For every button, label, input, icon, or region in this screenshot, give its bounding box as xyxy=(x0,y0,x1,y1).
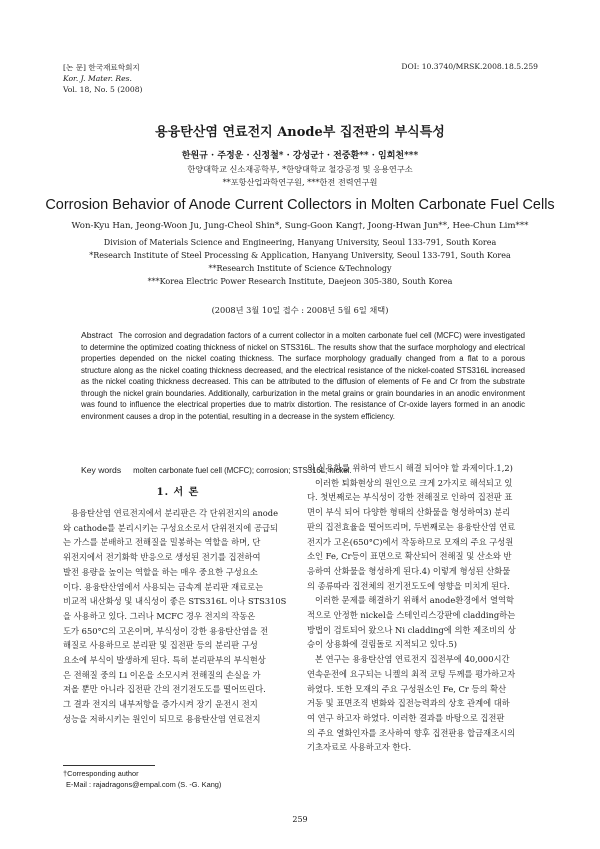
journal-name-en: Kor. J. Mater. Res. xyxy=(63,74,132,83)
body-line: 이다. 용융탄산염에서 사용되는 금속계 분리판 재료로는 xyxy=(63,581,264,592)
body-line: 소인 Fe, Cr등이 표면으로 확산되어 전해질 및 산소와 반 xyxy=(307,551,512,562)
affiliation-english-4: ***Korea Electric Power Research Institute, Daejeon 305-380, South Korea xyxy=(147,277,453,286)
title-english: Corrosion Behavior of Anode Current Collectors in Molten Carbonate Fuel Cells xyxy=(45,197,555,213)
affiliation-english-2: *Research Institute of Steel Processing & Application, Hanyang University, Seoul 133-791, South Korea xyxy=(89,251,511,260)
abstract xyxy=(81,330,525,422)
footnote xyxy=(63,768,221,790)
affiliation-korean-2: **포항산업과학연구원, ***한전 전력연구원 xyxy=(222,177,378,187)
body-line: 는 가스를 분배하고 전해질을 밀봉하는 역할을 하며, 단 xyxy=(63,537,261,548)
body-line: 비교적 내산화성 및 내식성이 좋은 STS316L 이나 STS310S xyxy=(63,596,287,607)
right-column xyxy=(307,461,537,755)
body-line: 의 종류따라 집전체의 전기전도도에 영향을 미치게 된다. xyxy=(307,580,510,591)
footnote-email: E-Mail : rajadragons@empal.com (S. -G. Kang) xyxy=(66,780,222,789)
authors-korean: 한원규 · 주정운 · 신정철* · 강성군† · 전중환** · 임희천*** xyxy=(181,151,419,161)
journal-name-ko: [논 문] 한국재료학회지 xyxy=(63,63,140,72)
body-line: 이러한 퇴화현상의 원인으로 크게 2가지로 해석되고 있 xyxy=(315,477,513,488)
affiliation-english-3: **Research Institute of Science &Technology xyxy=(208,264,392,273)
body-line: 위전지에서 전기화학 반응으로 생성된 전기를 집전하여 xyxy=(63,552,261,563)
left-column xyxy=(63,506,293,727)
body-line: 발전 용량을 높이는 역할을 하는 매우 중요한 구성요소 xyxy=(63,566,258,577)
body-line: 승이 상용화에 걸림돌로 지적되고 있다.5) xyxy=(307,639,457,650)
title-korean: 용융탄산염 연료전지 Anode부 집전판의 부식특성 xyxy=(155,125,445,140)
body-line: 의 실용화를 위하여 반드시 해결 되어야 할 과제이다.1,2) xyxy=(307,463,513,473)
body-line: 와 cathode를 분리시키는 구성요소로서 단위전지에 공급되 xyxy=(63,522,278,533)
body-line: 연속운전에 요구되는 니켈의 최적 코팅 두께를 평가하고자 xyxy=(307,668,516,679)
body-line: 의 주요 열화인자를 조사하여 향후 집전판용 합금재조시의 xyxy=(307,727,516,738)
body-line: 용융탄산염 연료전지에서 분리판은 각 단위전지의 anode xyxy=(71,508,279,518)
body-line: 이러한 문제를 해결하기 위해서 anode환경에서 열역학 xyxy=(315,595,514,606)
body-line: 기초자료로 사용하고자 한다. xyxy=(307,742,412,753)
body-line: 하였다. 또한 모재의 주요 구성원소인 Fe, Cr 등의 확산 xyxy=(307,683,507,694)
body-line: 본 연구는 용융탄산염 연료전지 집전부에 40,000시간 xyxy=(315,654,510,665)
doi: DOI: 10.3740/MRSK.2008.18.5.259 xyxy=(401,62,538,71)
keywords-label: Key words xyxy=(81,465,122,475)
footnote-divider xyxy=(63,765,155,766)
journal-volume: Vol. 18, No. 5 (2008) xyxy=(63,85,143,94)
body-line: 면이 부식 되어 다양한 형태의 산화물을 형성하여3) 분리 xyxy=(307,507,511,518)
received-dates: (2008년 3월 10일 접수 : 2008년 5월 6일 채택) xyxy=(211,305,389,315)
body-line: 요소에 부식이 발생하게 된다. 특히 분리판부의 부식현상 xyxy=(63,655,266,666)
body-line: 응하여 산화물을 형성하게 된다.4) 이렇게 형성된 산화물 xyxy=(307,565,511,576)
body-line: 적으로 안정한 nickel을 스테인리스강판에 cladding하는 xyxy=(307,610,516,621)
section-heading-introduction: 1. 서 론 xyxy=(156,487,200,498)
body-line: 거동 및 표면조직 변화와 집전능력과의 상호 관계에 대하 xyxy=(307,698,510,709)
body-line: 져올 뿐만 아니라 집전판 간의 전기전도도를 떨어뜨린다. xyxy=(63,684,266,695)
body-line: 판의 집전효율을 떨어뜨리며, 두번째로는 용융탄산염 연료 xyxy=(307,521,516,532)
affiliation-english-1: Division of Materials Science and Engineering, Hanyang University, Seoul 133-791, South Korea xyxy=(103,238,497,247)
affiliation-korean-1: 한양대학교 신소재공학부, *한양대학교 철강공정 및 응용연구소 xyxy=(187,164,413,174)
body-line: 도가 650°C의 고온이며, 부식성이 강한 용융탄산염을 전 xyxy=(63,625,269,636)
body-line: 여 연구 하고자 하였다. 이러한 결과를 바탕으로 집전판 xyxy=(307,712,505,723)
body-line: 성능을 저하시키는 원인이 되므로 용융탄산염 연료전지 xyxy=(63,713,261,724)
body-line: 그 결과 전지의 내부저항을 증가시켜 장기 운전시 전지 xyxy=(63,699,258,710)
keywords-text: molten carbonate fuel cell (MCFC); corrosion; STS316L; nickel. xyxy=(133,466,352,475)
page-number: 259 xyxy=(292,815,308,824)
footnote-corresponding: †Corresponding author xyxy=(63,769,139,778)
authors-english: Won-Kyu Han, Jeong-Woon Ju, Jung-Cheol Shin*, Sung-Goon Kang†, Joong-Hwan Jun**, Hee-Chun Lim*** xyxy=(71,221,529,231)
abstract-label: Abstract xyxy=(81,330,113,340)
body-line: 전지가 고온(650°C)에서 작동하므로 모재의 주요 구성원 xyxy=(307,536,514,547)
body-line: 을 사용하고 있다. 그러나 MCFC 경우 전지의 작동온 xyxy=(63,610,256,621)
body-line: 다. 첫번째로는 부식성이 강한 전해질로 인하여 집전판 표 xyxy=(307,492,513,503)
abstract-text: The corrosion and degradation factors of a current collector in a molten carbonate fuel cell (MCFC) were investigated to determine the optimized coating thickness of nickel on STS316L. The results show that the surface morphology and electrical properties depended on the nickel coating thickness. The surface morphology gradually changed from a flat to a porous structure along as the nickel coating thickness decreased, and the electrical resistance of the nickel-coated STS316L increased as the nickel coating thickness decreased. This can be attributed to the diffusion of elements of Fe and Cr from the substrate through the nickel grain boundaries. Additionally, carburization in the metal grains or grain boundaries in an anodic environment was found to influence the electrical properties due to matrix distortion. The resistance of Cr-oxide layers formed in an anodic environment causes a drop in the potential, resulting in a decrease in the system efficiency. xyxy=(81,331,525,421)
body-line: 은 전해질 중의 Li 이온을 소모시켜 전해질의 손실을 가 xyxy=(63,669,261,680)
journal-info xyxy=(63,62,143,95)
body-line: 방법이 검토되어 왔으나 Ni cladding에 의한 제조비의 상 xyxy=(307,624,516,635)
body-line: 해질로 사용하므로 분리판 및 집전판 등의 분리판 구성 xyxy=(63,640,258,651)
